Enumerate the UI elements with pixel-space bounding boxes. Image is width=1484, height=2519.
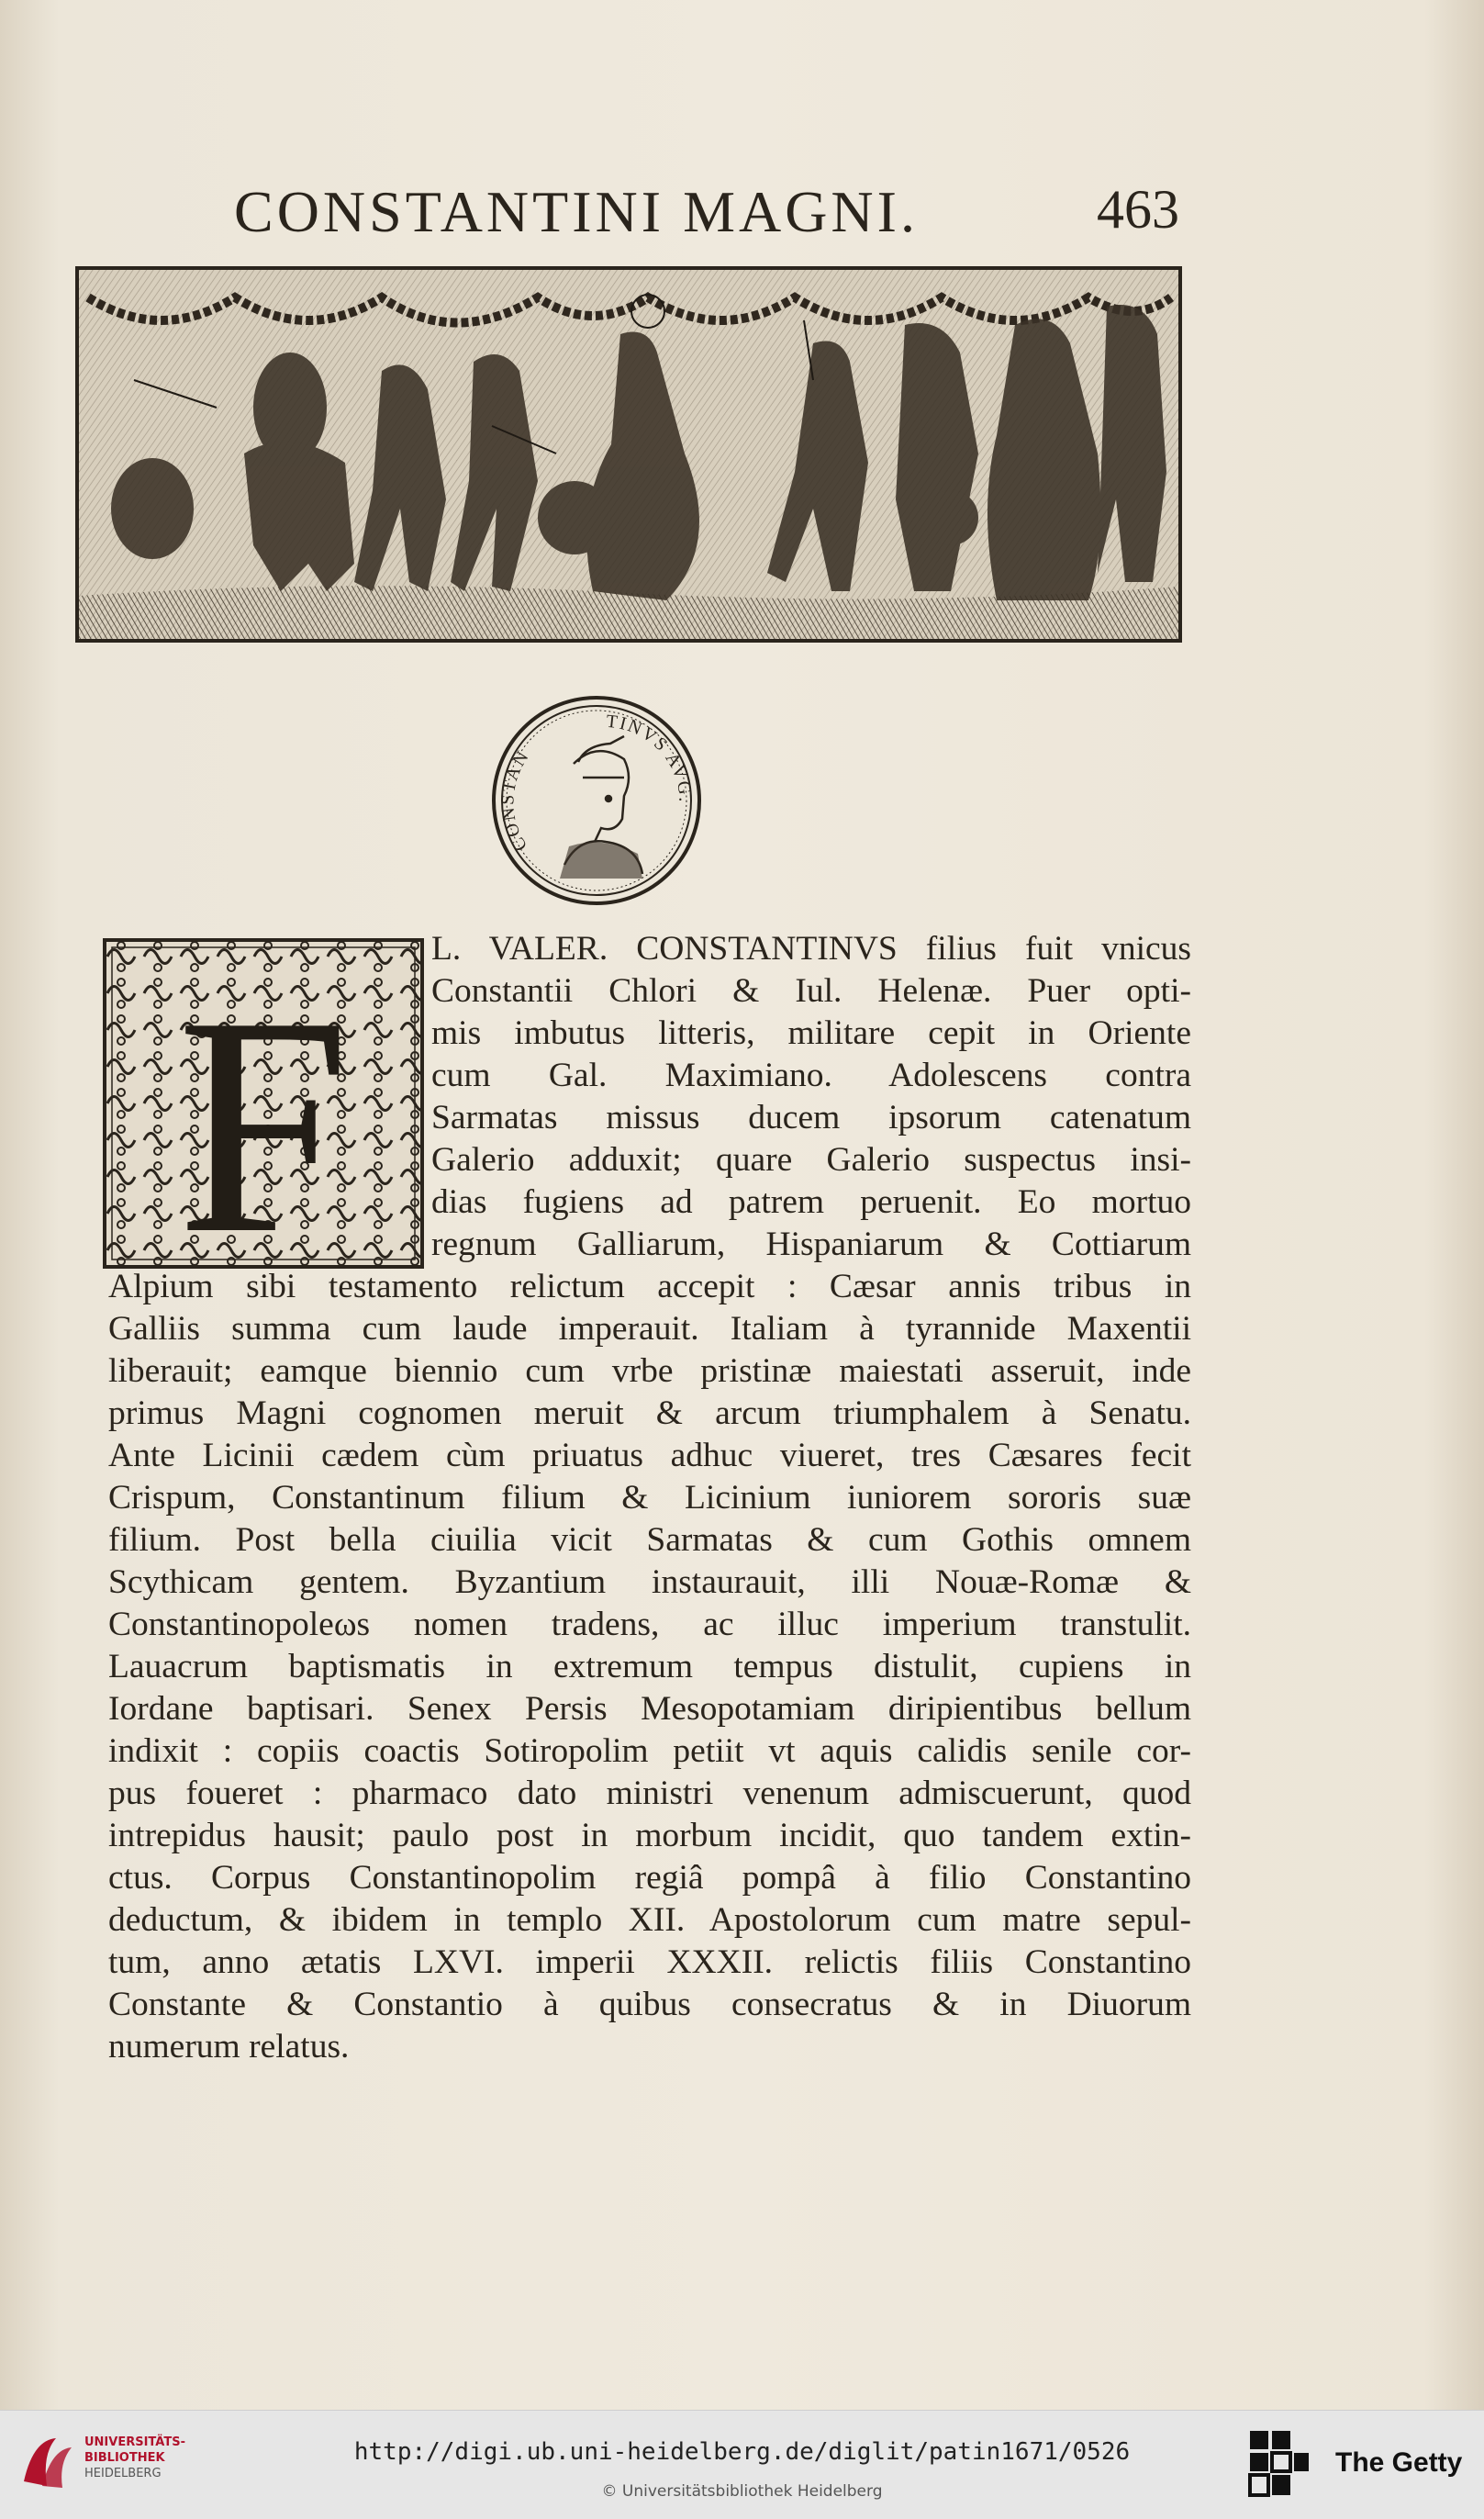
text-line: Galerio adduxit; quare Galerio suspectus insi- bbox=[431, 1141, 1191, 1179]
decorated-initial bbox=[103, 938, 424, 1269]
text-line: tum, anno ætatis LXVI. imperii XXXII. relictis filiis Constantino bbox=[108, 1943, 1191, 1981]
initial-letter: F bbox=[176, 952, 351, 1269]
medal-inscription-right: TINVS AVG. bbox=[605, 711, 696, 804]
text-line: L. VALER. CONSTANTINVS filius fuit vnicus bbox=[431, 930, 1191, 968]
frieze-engraving bbox=[79, 270, 1178, 639]
engraved-frieze bbox=[75, 266, 1182, 643]
text-line: Iordane baptisari. Senex Persis Mesopotamiam diripientibus bellum bbox=[108, 1690, 1191, 1728]
text-line: Alpium sibi testamento relictum accepit : Cæsar annis tribus in bbox=[108, 1268, 1191, 1305]
text-line: liberauit; eamque biennio cum vrbe pristinæ maiestati asseruit, inde bbox=[108, 1352, 1191, 1390]
university-name-line2: BIBLIOTHEK bbox=[84, 2451, 165, 2465]
text-line: filium. Post bella ciuilia vicit Sarmatas & cum Gothis omnem bbox=[108, 1521, 1191, 1559]
text-line: intrepidus hausit; paulo post in morbum incidit, quo tandem extin- bbox=[108, 1817, 1191, 1854]
text-line: Lauacrum baptismatis in extremum tempus distulit, cupiens in bbox=[108, 1648, 1191, 1685]
copyright-notice: © Universitätsbibliothek Heidelberg bbox=[601, 2482, 883, 2501]
text-line: deductum, & ibidem in templo XII. Apostolorum cum matre sepul- bbox=[108, 1901, 1191, 1939]
page-number: 463 bbox=[1097, 179, 1179, 240]
text-line: pus foueret : pharmaco dato ministri venenum admiscuerunt, quod bbox=[108, 1774, 1191, 1812]
text-line: Scythicam gentem. Byzantium instaurauit, illi Nouæ-Romæ & bbox=[108, 1563, 1191, 1601]
initial-ornament bbox=[103, 938, 424, 1269]
text-line: primus Magni cognomen meruit & arcum triumphalem à Senatu. bbox=[108, 1394, 1191, 1432]
text-line: Constantii Chlori & Iul. Helenæ. Puer opti- bbox=[431, 972, 1191, 1010]
university-name-line1: UNIVERSITÄTS- bbox=[84, 2435, 185, 2449]
text-line: cum Gal. Maximiano. Adolescens contra bbox=[431, 1057, 1191, 1094]
partner-name[interactable]: The Getty bbox=[1335, 2447, 1463, 2478]
text-line: regnum Galliarum, Hispaniarum & Cottiarum bbox=[431, 1226, 1191, 1263]
text-line: Constante & Constantio à quibus consecratus & in Diuorum bbox=[108, 1986, 1191, 2023]
text-line: Constantinopoleωs nomen tradens, ac illuc imperium transtulit. bbox=[108, 1606, 1191, 1643]
text-line: Galliis summa cum laude imperauit. Italiam à tyrannide Maxentii bbox=[108, 1310, 1191, 1348]
text-line: Ante Licinii cædem cùm priuatus adhuc viueret, tres Cæsares fecit bbox=[108, 1437, 1191, 1474]
viewer-footer bbox=[0, 2410, 1484, 2519]
text-line: dias fugiens ad patrem peruenit. Eo mortuo bbox=[431, 1183, 1191, 1221]
text-line: Sarmatas missus ducem ipsorum catenatum bbox=[431, 1099, 1191, 1136]
text-line: indixit : copiis coactis Sotiropolim petiit vt aquis calidis senile cor- bbox=[108, 1732, 1191, 1770]
permalink-url[interactable]: http://digi.ub.uni-heidelberg.de/diglit/patin1671/0526 bbox=[353, 2438, 1131, 2466]
text-line: Crispum, Constantinum filium & Licinium iuniorem sororis suæ bbox=[108, 1479, 1191, 1517]
medallion-engraving bbox=[486, 690, 707, 911]
text-line: mis imbutus litteris, militare cepit in Oriente bbox=[431, 1014, 1191, 1052]
coin-medallion bbox=[486, 690, 707, 911]
text-line: ctus. Corpus Constantinopolim regiâ pompâ à filio Constantino bbox=[108, 1859, 1191, 1897]
running-title: CONSTANTINI MAGNI. bbox=[234, 179, 919, 244]
running-header bbox=[234, 174, 1188, 248]
getty-logo-icon[interactable] bbox=[1248, 2429, 1312, 2499]
text-line-last: numerum relatus. bbox=[108, 2028, 350, 2066]
medal-inscription-left: CONSTAN bbox=[497, 745, 534, 855]
university-name-line3: HEIDELBERG bbox=[84, 2467, 162, 2480]
